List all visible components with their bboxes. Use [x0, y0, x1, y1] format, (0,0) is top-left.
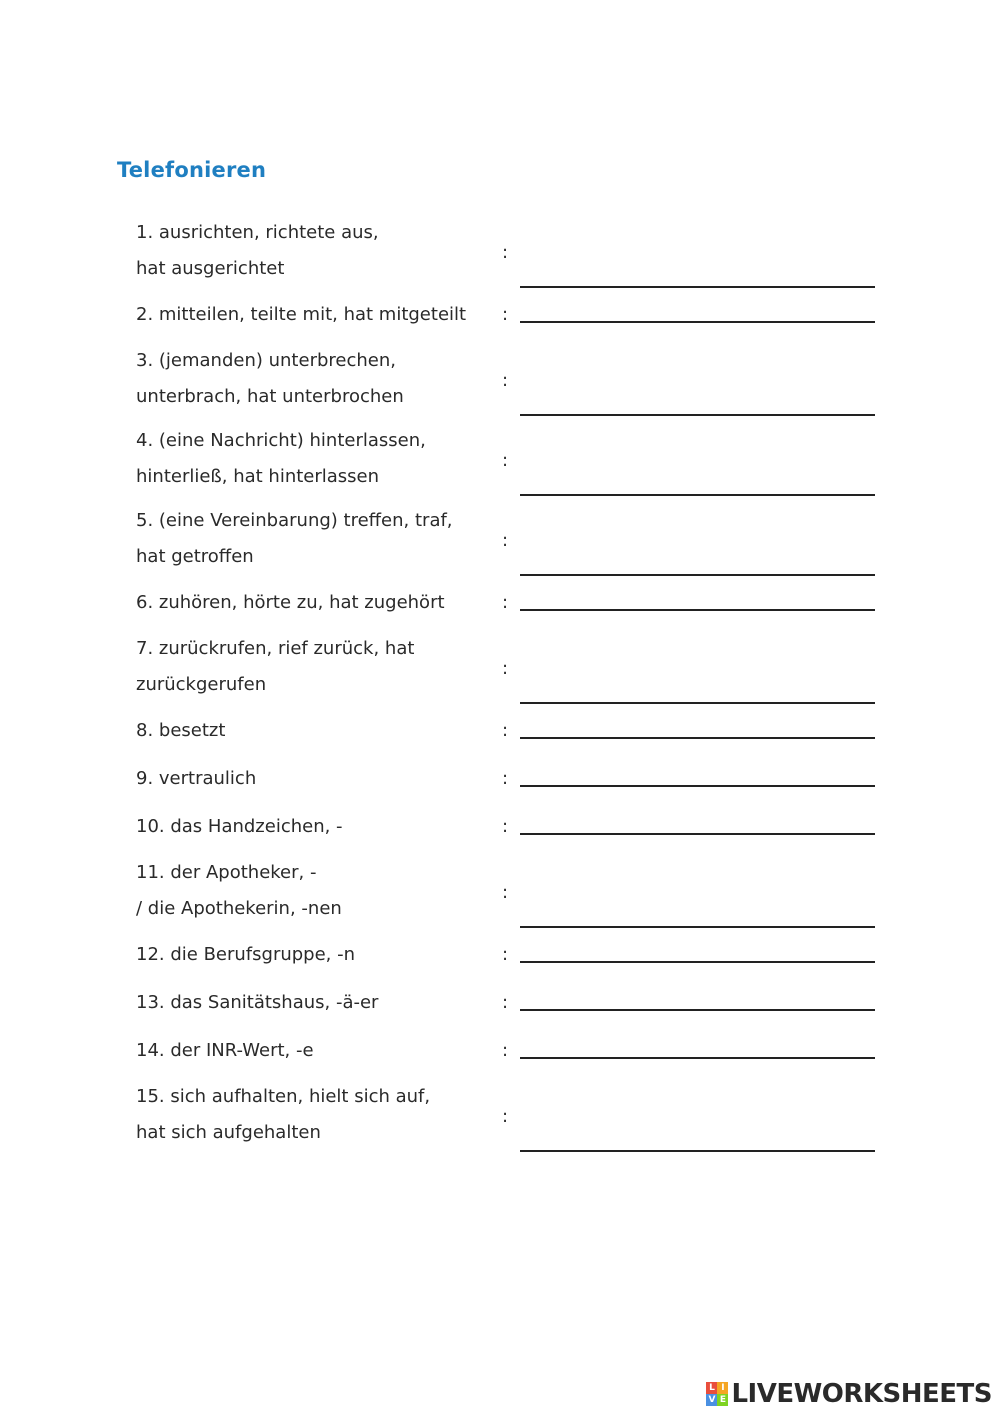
logo-tile: E: [717, 1394, 728, 1406]
vocab-term: [136, 1033, 496, 1069]
answer-input[interactable]: [520, 979, 875, 1009]
answer-input[interactable]: [520, 707, 875, 737]
vocab-term: [136, 1079, 496, 1151]
vocab-term-line: 9. vertraulich: [136, 768, 257, 789]
vocab-term: [136, 585, 496, 621]
colon-separator: :: [502, 944, 509, 965]
answer-input[interactable]: [520, 464, 875, 494]
colon-separator: :: [502, 1040, 509, 1061]
answer-line[interactable]: [520, 785, 875, 787]
liveworksheets-logo-icon: [706, 1382, 728, 1406]
colon-separator: :: [502, 304, 509, 325]
vocab-term: [136, 343, 496, 415]
answer-input[interactable]: [520, 579, 875, 609]
vocab-term-line: 2. mitteilen, teilte mit, hat mitgeteilt: [136, 304, 467, 325]
vocab-term-line: hat ausgerichtet: [136, 258, 285, 279]
vocab-term-line: 6. zuhören, hörte zu, hat zugehört: [136, 592, 445, 613]
colon-separator: :: [502, 720, 509, 741]
colon-separator: :: [502, 1106, 509, 1127]
answer-input[interactable]: [520, 931, 875, 961]
answer-input[interactable]: [520, 896, 875, 926]
logo-tile: V: [706, 1394, 717, 1406]
answer-input[interactable]: [520, 1120, 875, 1150]
vocab-term-line: / die Apothekerin, -nen: [136, 898, 342, 919]
colon-separator: :: [502, 992, 509, 1013]
colon-separator: :: [502, 816, 509, 837]
vocab-term: [136, 937, 496, 973]
vocab-term: [136, 423, 496, 495]
vocab-term-line: 12. die Berufsgruppe, -n: [136, 944, 356, 965]
vocab-term-line: 11. der Apotheker, -: [136, 862, 317, 883]
answer-line[interactable]: [520, 702, 875, 704]
answer-line[interactable]: [520, 926, 875, 928]
colon-separator: :: [502, 592, 509, 613]
answer-line[interactable]: [520, 737, 875, 739]
answer-line[interactable]: [520, 321, 875, 323]
vocab-term: [136, 985, 496, 1021]
vocab-term-line: hat getroffen: [136, 546, 254, 567]
answer-input[interactable]: [520, 755, 875, 785]
vocab-term: [136, 631, 496, 703]
vocab-term: [136, 503, 496, 575]
worksheet-title: Telefonieren: [117, 158, 267, 182]
vocab-term-line: 3. (jemanden) unterbrechen,: [136, 350, 396, 371]
vocab-term-line: 7. zurückrufen, rief zurück, hat: [136, 638, 415, 659]
answer-line[interactable]: [520, 609, 875, 611]
colon-separator: :: [502, 370, 509, 391]
answer-line[interactable]: [520, 574, 875, 576]
answer-input[interactable]: [520, 384, 875, 414]
vocab-term-line: 4. (eine Nachricht) hinterlassen,: [136, 430, 426, 451]
answer-input[interactable]: [520, 291, 875, 321]
colon-separator: :: [502, 242, 509, 263]
answer-line[interactable]: [520, 1057, 875, 1059]
vocab-term-line: hat sich aufgehalten: [136, 1122, 321, 1143]
answer-input[interactable]: [520, 544, 875, 574]
vocab-term: [136, 761, 496, 797]
vocab-term-line: 10. das Handzeichen, -: [136, 816, 343, 837]
vocab-term-line: unterbrach, hat unterbrochen: [136, 386, 404, 407]
brand-name: LIVEWORKSHEETS: [731, 1379, 992, 1409]
logo-tile: L: [706, 1382, 717, 1394]
vocab-term-line: 14. der INR-Wert, -e: [136, 1040, 314, 1061]
colon-separator: :: [502, 658, 509, 679]
brand-watermark: [706, 1379, 992, 1409]
vocab-term: [136, 215, 496, 287]
vocab-term-line: 5. (eine Vereinbarung) treffen, traf,: [136, 510, 453, 531]
vocab-term-line: 13. das Sanitätshaus, -ä-er: [136, 992, 379, 1013]
vocab-term-line: hinterließ, hat hinterlassen: [136, 466, 380, 487]
answer-line[interactable]: [520, 1009, 875, 1011]
colon-separator: :: [502, 450, 509, 471]
answer-line[interactable]: [520, 833, 875, 835]
vocab-term: [136, 809, 496, 845]
answer-input[interactable]: [520, 1027, 875, 1057]
logo-tile: I: [717, 1382, 728, 1394]
vocab-term: [136, 855, 496, 927]
vocab-term: [136, 713, 496, 749]
answer-input[interactable]: [520, 803, 875, 833]
colon-separator: :: [502, 882, 509, 903]
answer-line[interactable]: [520, 1150, 875, 1152]
vocab-term-line: 8. besetzt: [136, 720, 226, 741]
vocab-term-line: 1. ausrichten, richtete aus,: [136, 222, 379, 243]
colon-separator: :: [502, 530, 509, 551]
colon-separator: :: [502, 768, 509, 789]
answer-input[interactable]: [520, 256, 875, 286]
answer-input[interactable]: [520, 672, 875, 702]
answer-line[interactable]: [520, 961, 875, 963]
answer-line[interactable]: [520, 286, 875, 288]
vocab-term-line: zurückgerufen: [136, 674, 267, 695]
answer-line[interactable]: [520, 414, 875, 416]
vocab-term: [136, 297, 496, 333]
vocab-term-line: 15. sich aufhalten, hielt sich auf,: [136, 1086, 431, 1107]
answer-line[interactable]: [520, 494, 875, 496]
